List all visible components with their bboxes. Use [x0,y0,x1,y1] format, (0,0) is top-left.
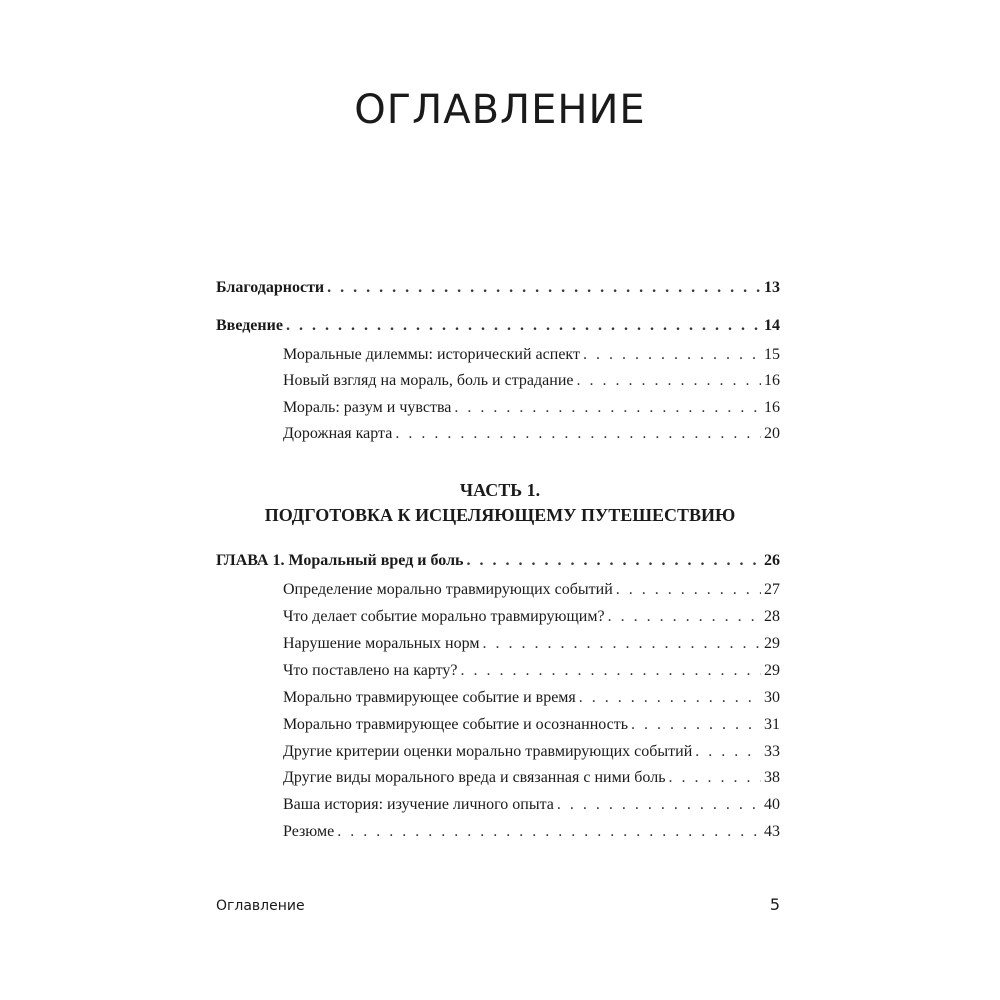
toc-entry-label: Другие виды морального вреда и связанная с ними боль [283,769,666,786]
toc-entry-label: Введение [216,317,283,334]
toc-entry-label: Нарушение моральных норм [283,635,480,652]
dot-leader [616,580,761,600]
toc-entry-page: 16 [764,372,780,389]
part-title: ПОДГОТОВКА К ИСЦЕЛЯЮЩЕМУ ПУТЕШЕСТВИЮ [264,505,736,525]
toc-entry[interactable] [216,715,780,735]
toc-entry-page: 43 [764,823,780,840]
dot-leader [467,551,761,571]
toc-entry-label: Новый взгляд на мораль, боль и страдание [283,372,574,389]
toc-entry-label: Что поставлено на карту? [283,662,458,679]
toc-entry[interactable] [216,795,780,815]
dot-leader [327,278,761,298]
running-footer: Оглавление [216,898,305,914]
toc-entry[interactable] [216,580,780,600]
toc-entry-label: Другие критерии оценки морально травмирующих событий [283,743,693,760]
dot-leader [631,715,761,735]
toc-entry-page: 33 [764,743,780,760]
toc-entry-label: Определение морально травмирующих событий [283,581,613,598]
toc-entry-page: 38 [764,769,780,786]
toc-entry-label: ГЛАВА 1. Моральный вред и боль [216,552,464,569]
toc-entry-page: 15 [764,346,780,363]
toc-entry-label: Дорожная карта [283,425,393,442]
toc-entry-label: Морально травмирующее событие и осознанность [283,716,629,733]
toc-entry-label: Резюме [283,823,335,840]
dot-leader [286,316,761,336]
toc-entry[interactable] [216,371,780,391]
toc-entry[interactable] [216,742,780,762]
toc-entry-page: 20 [764,425,780,442]
toc-entry-page: 29 [764,635,780,652]
toc-entry-page: 13 [764,279,780,296]
toc-entry[interactable] [216,424,780,444]
dot-leader [483,634,762,654]
toc-entry[interactable] [216,398,780,418]
page-number: 5 [769,895,780,914]
part-number: ЧАСТЬ 1. [459,480,541,500]
toc-entry-page: 28 [764,608,780,625]
toc-entry-label: Морально травмирующее событие и время [283,689,576,706]
dot-leader [669,768,762,788]
toc-entry-label: Что делает событие морально травмирующим? [283,608,605,625]
toc-entry[interactable] [216,768,780,788]
toc-entry-page: 14 [764,317,780,334]
toc-entry-page: 31 [764,716,780,733]
dot-leader [454,398,761,418]
dot-leader [608,607,761,627]
dot-leader [395,424,761,444]
toc-entry-label: Благодарности [216,279,325,296]
dot-leader [583,345,761,365]
toc-entry-introduction[interactable] [216,316,780,336]
toc-entry-label: Моральные дилеммы: исторический аспект [283,346,580,363]
dot-leader [557,795,761,815]
toc-entry-page: 27 [764,581,780,598]
toc-entry-chapter-1[interactable] [216,551,780,571]
toc-entry-page: 16 [764,399,780,416]
toc-entry-page: 40 [764,796,780,813]
toc-entry-page: 29 [764,662,780,679]
toc-entry[interactable] [216,345,780,365]
toc-entry-label: Мораль: разум и чувства [283,399,452,416]
toc-entry-page: 30 [764,689,780,706]
toc-entry-page: 26 [764,552,780,569]
dot-leader [579,688,761,708]
page-title: ОГЛАВЛЕНИЕ [354,87,646,133]
toc-entry[interactable] [216,822,780,842]
toc-entry-acknowledgements[interactable] [216,278,780,298]
toc-entry[interactable] [216,634,780,654]
toc-entry-label: Ваша история: изучение личного опыта [283,796,554,813]
dot-leader [461,661,762,681]
dot-leader [576,371,761,391]
toc-entry[interactable] [216,688,780,708]
toc-entry[interactable] [216,607,780,627]
dot-leader [695,742,761,762]
dot-leader [337,822,761,842]
toc-entry[interactable] [216,661,780,681]
